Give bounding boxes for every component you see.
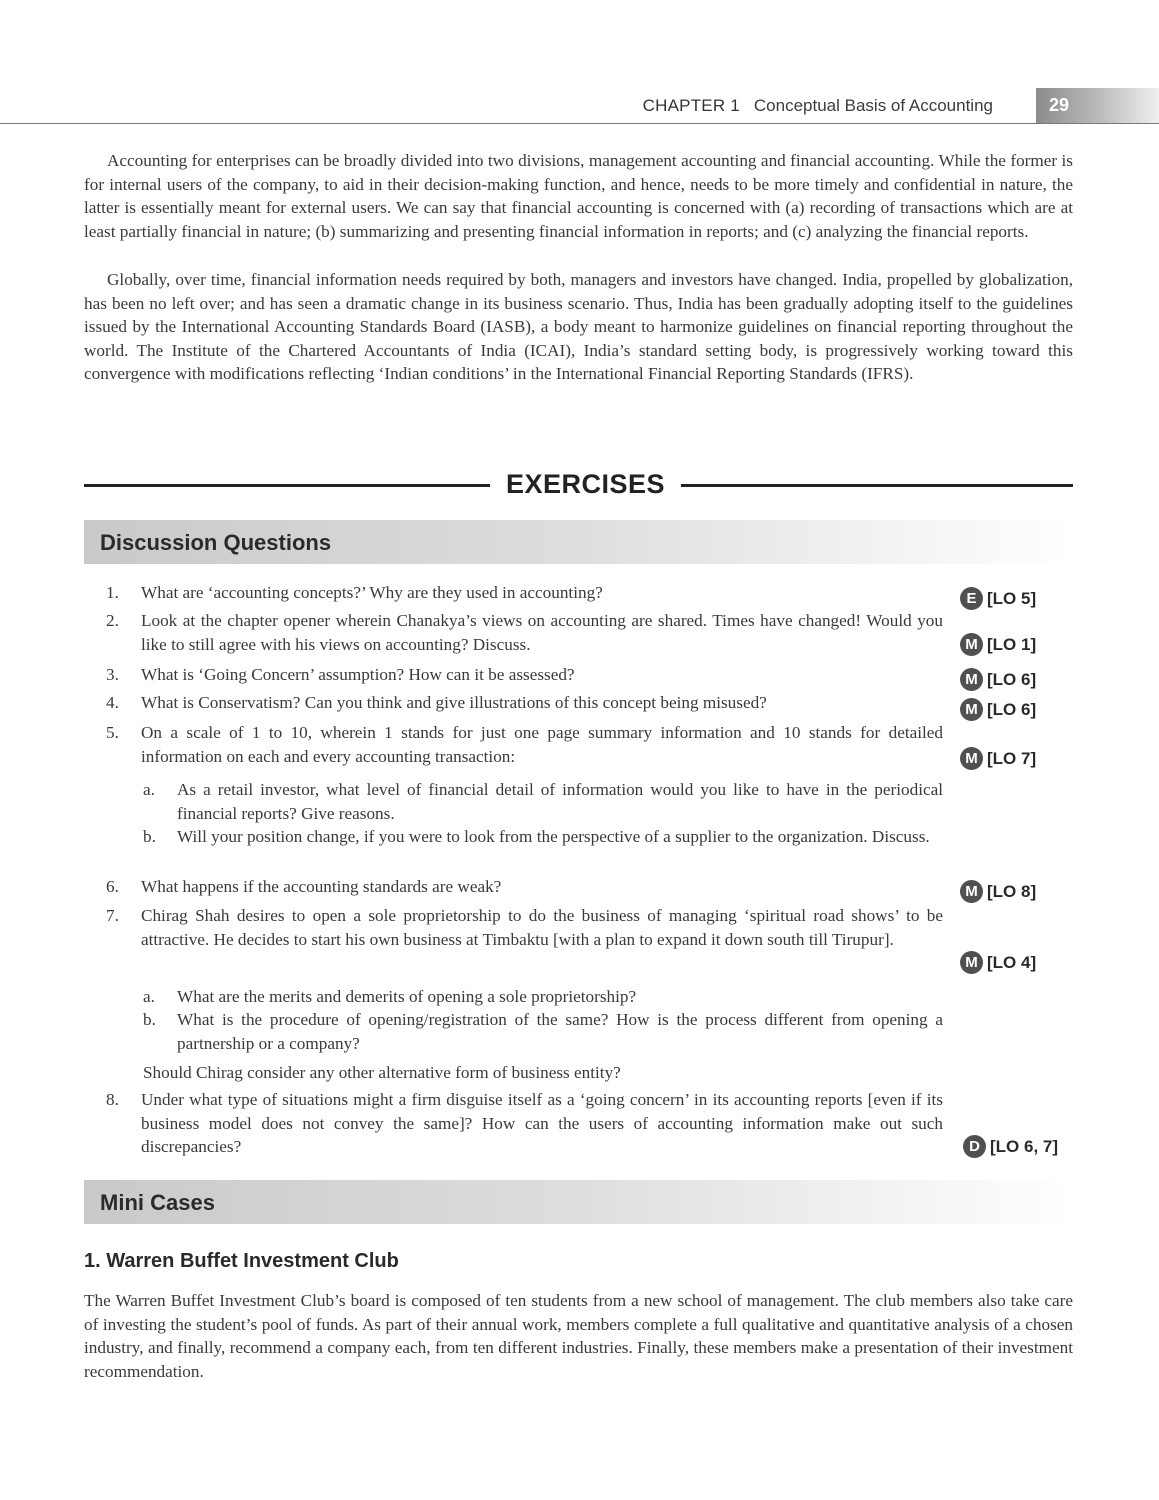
learning-objective: [LO 5] (987, 588, 1037, 608)
question-number: 1. (106, 583, 119, 602)
lo-tag-2 (960, 633, 1036, 657)
page-number-tab (1036, 88, 1159, 123)
lo-tag-3 (960, 668, 1036, 692)
question-number: 5. (106, 723, 119, 742)
discussion-questions-bar (84, 520, 1073, 564)
learning-objective: [LO 4] (987, 952, 1037, 972)
case-1-text: The Warren Buffet Investment Club’s board is composed of ten students from a new school of management. The club members also take care of investing the student’s pool of funds. As part of their annual work, members complete a full qualitative and quantitative analysis of a chosen industry, and finally, recommend a company each, from ten different industries. Finally, these members make a presentation of their investment recommendation. (84, 1291, 1073, 1381)
difficulty-badge: M (960, 698, 983, 721)
sub-item-label: a. (143, 780, 155, 799)
page-number: 29 (1049, 95, 1070, 115)
sub-item-text: What are the merits and demerits of opening a sole proprietorship? (177, 987, 637, 1006)
learning-objective: [LO 6] (987, 699, 1037, 719)
learning-objective: [LO 7] (987, 748, 1037, 768)
sub-item-text: Will your position change, if you were to look from the perspective of a supplier to the organization. Discuss. (177, 827, 930, 846)
running-header (643, 96, 993, 116)
learning-objective: [LO 1] (987, 634, 1037, 654)
sub-item-text: What is the procedure of opening/registration of the same? How is the process different from opening a partnership or a company? (177, 1010, 943, 1053)
difficulty-badge: D (963, 1135, 986, 1158)
exercises-rule-right (681, 484, 1073, 487)
lo-tag-6 (960, 880, 1036, 904)
sub-item-text: As a retail investor, what level of financial detail of information would you like to have in the periodical financial reports? Give reasons. (177, 780, 943, 823)
question-text: What is Conservatism? Can you think and give illustrations of this concept being misused? (141, 693, 767, 712)
lo-tag-5 (960, 747, 1036, 771)
chapter-title: Conceptual Basis of Accounting (753, 96, 993, 115)
lo-tag-7 (960, 951, 1036, 975)
header-rule (0, 123, 1159, 124)
learning-objective: [LO 8] (987, 881, 1037, 901)
sub-item-label: a. (143, 987, 155, 1006)
exercises-title: EXERCISES (505, 469, 666, 499)
question-text: What happens if the accounting standards are weak? (141, 877, 502, 896)
question-number: 4. (106, 693, 119, 712)
difficulty-badge: M (960, 633, 983, 656)
intro-paragraph-1: Accounting for enterprises can be broadly divided into two divisions, management accounting and financial accounting. While the former is for internal users of the company, to aid in their decision-making function, and hence, needs to be more timely and confidential in nature, the latter is essentially meant for external users. We can say that financial accounting is concerned with (a) recording of transactions which are at least partially financial in nature; (b) summarizing and presenting financial information in reports; and (c) analyzing the financial reports. (84, 151, 1073, 241)
mini-cases-bar (84, 1180, 1073, 1224)
lo-tag-1 (960, 587, 1036, 611)
sub-item-label: b. (143, 1010, 156, 1029)
intro-paragraph-2: Globally, over time, financial information needs required by both, managers and investors have changed. India, propelled by globalization, has been no left over; and has seen a dramatic change in its business scenario. Thus, India has been gradually adopting itself to the guidelines issued by the International Accounting Standards Board (IASB), a body meant to harmonize guidelines on financial reporting throughout the world. The Institute of the Chartered Accountants of India (ICAI), India’s standard setting body, is progressively working toward this convergence with modifications reflecting ‘Indian conditions’ in the International Financial Reporting Standards (IFRS). (84, 270, 1073, 384)
lo-tag-4 (960, 698, 1036, 722)
question-text: Look at the chapter opener wherein Chanakya’s views on accounting are shared. Times have changed! Would you like to still agree with his views on accounting? Discuss. (141, 611, 943, 654)
question-text: On a scale of 1 to 10, wherein 1 stands for just one page summary information and 10 stands for detailed information on each and every accounting transaction: (141, 723, 943, 766)
difficulty-badge: E (960, 587, 983, 610)
difficulty-badge: M (960, 668, 983, 691)
difficulty-badge: M (960, 880, 983, 903)
question-number: 6. (106, 877, 119, 896)
learning-objective: [LO 6] (987, 669, 1037, 689)
chapter-label: CHAPTER 1 (642, 96, 740, 115)
question-number: 2. (106, 611, 119, 630)
sub-item-label: b. (143, 827, 156, 846)
question-number: 8. (106, 1090, 119, 1109)
question-text: What is ‘Going Concern’ assumption? How can it be assessed? (141, 665, 575, 684)
question-number: 3. (106, 665, 119, 684)
question-text: What are ‘accounting concepts?’ Why are they used in accounting? (141, 583, 603, 602)
case-1-title: 1. Warren Buffet Investment Club (84, 1250, 399, 1272)
question-text: Under what type of situations might a firm disguise itself as a ‘going concern’ in its accounting reports [even if its business model does not convey the same]? How can the users of accounting information make out such discrepancies? (141, 1090, 943, 1157)
learning-objective: [LO 6, 7] (990, 1136, 1059, 1156)
question-number: 7. (106, 906, 119, 925)
exercises-rule-left (84, 484, 490, 487)
difficulty-badge: M (960, 747, 983, 770)
discussion-questions-heading: Discussion Questions (100, 530, 332, 555)
mini-cases-heading: Mini Cases (100, 1190, 215, 1215)
question-text: Chirag Shah desires to open a sole proprietorship to do the business of managing ‘spiritual road shows’ to be attractive. He decides to start his own business at Timbaktu [with a plan to expand it down south till Tirupur]. (141, 906, 943, 949)
lo-tag-8 (963, 1135, 1058, 1159)
difficulty-badge: M (960, 951, 983, 974)
question-7-followup: Should Chirag consider any other alternative form of business entity? (143, 1063, 621, 1082)
